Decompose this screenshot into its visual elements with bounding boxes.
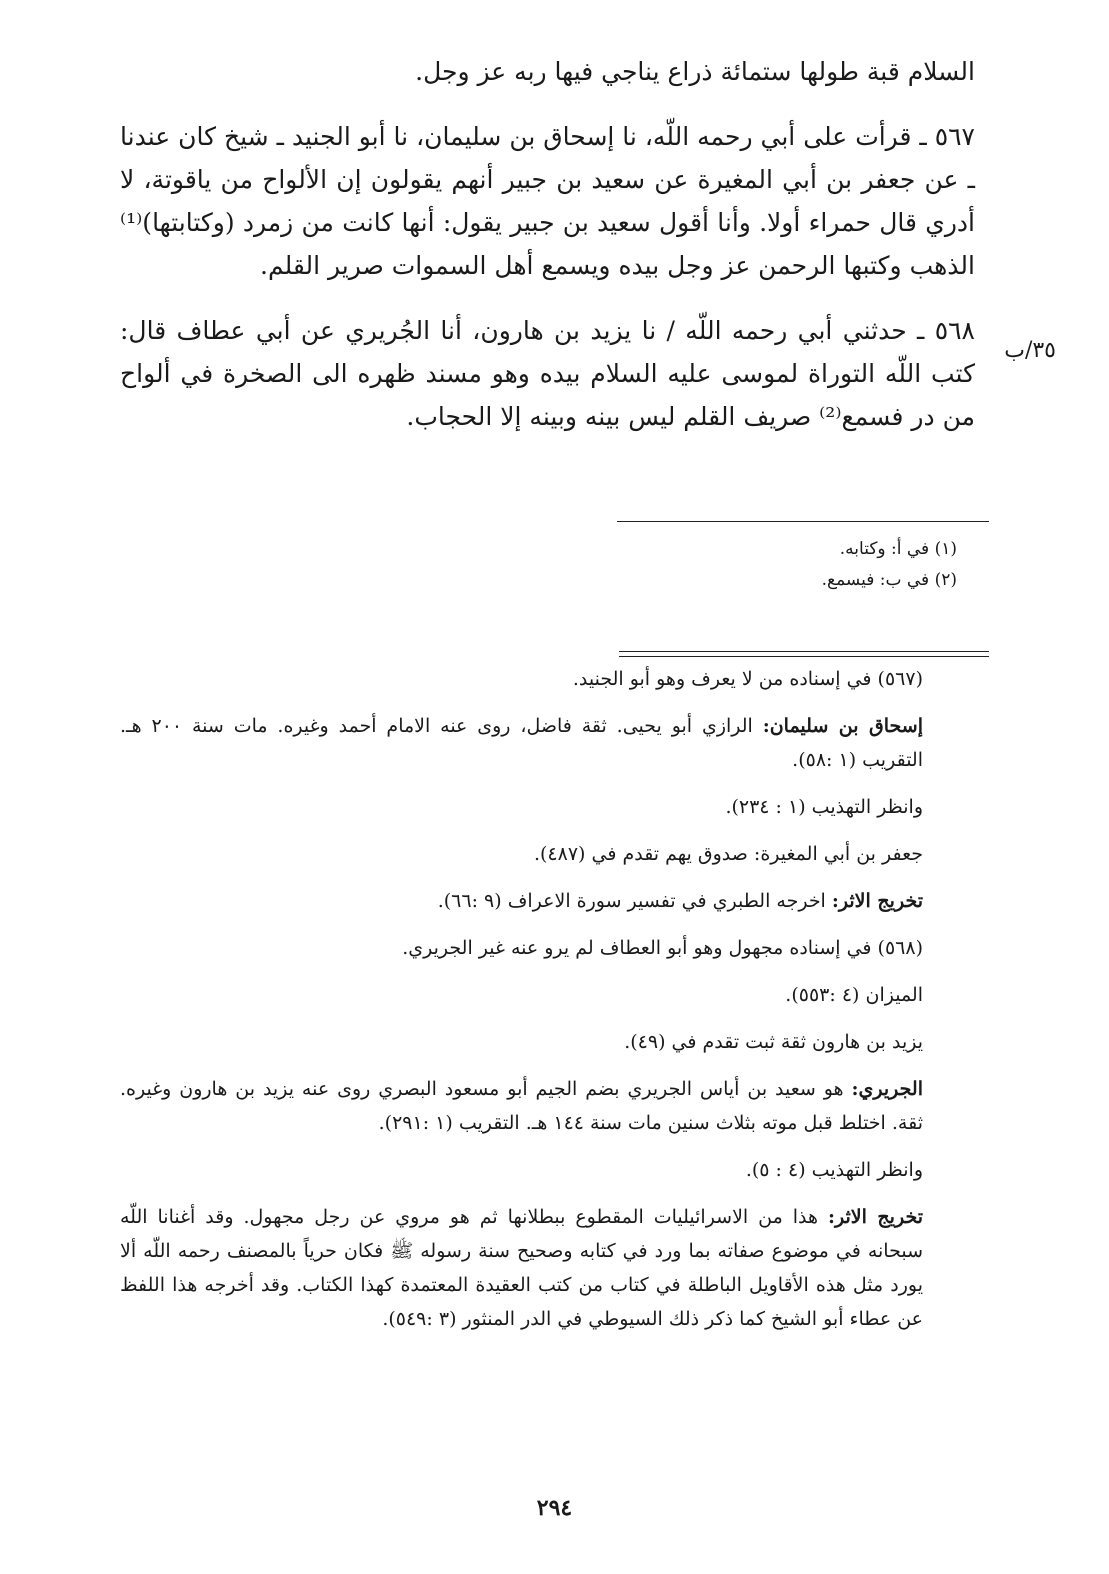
commentary-tahdhib-1: وانظر التهذيب (١ : ٢٣٤). (725, 796, 923, 818)
commentary-note-568: (٥٦٨) في إسناده مجهول وهو أبو العطاف لم يرو عنه غير الجريري. (402, 937, 923, 959)
footnotes (120, 534, 975, 596)
main-paragraph-568: ٥٦٨ ـ حدثني أبي رحمه اللّه / نا يزيد بن هارون، أنا الجُريري عن أبي عطاف قال: كتب اللّه التوراة لموسى عليه السلام بيده وهو مسند ظهره الى الصخرة في ألواح من در فسمع⁽²⁾ صريف القلم ليس بينه وبينه إلا الحجاب. (120, 316, 975, 431)
folio-margin-note: ٣٥/ب (1004, 338, 1056, 363)
commentary-ishaq-label: إسحاق بن سليمان: (762, 715, 923, 737)
commentary-note-567: (٥٦٧) في إسناده من لا يعرف وهو أبو الجنيد. (572, 668, 923, 690)
commentary-takhrij-1-label: تخريج الاثر: (831, 890, 923, 912)
commentary-jurayri (120, 1072, 975, 1140)
commentary-tahdhib-2: وانظر التهذيب (٤ : ٥). (745, 1159, 923, 1181)
main-paragraph-1: السلام قبة طولها ستمائة ذراع يناجي فيها ربه عز وجل. (415, 57, 975, 86)
main-text (120, 50, 975, 438)
main-paragraph-567: ٥٦٧ ـ قرأت على أبي رحمه اللّه، نا إسحاق بن سليمان، نا أبو الجنيد ـ شيخ كان عندنا ـ عن جعفر بن أبي المغيرة عن سعيد بن جبير أنهم يقولون إن الألواح من ياقوتة، لا أدري قال حمراء أولا. وأنا أقول سعيد بن جبير يقول: أنها كانت من زمرد (وكتابتها)⁽¹⁾ الذهب وكتبها الرحمن عز وجل بيده ويسمع أهل السموات صرير القلم. (120, 122, 975, 280)
commentary-mizan: الميزان (٤ :٥٥٣). (785, 984, 923, 1006)
page-number: ٢٩٤ (536, 1495, 573, 1521)
commentary-takhrij-2-text: هذا من الاسرائيليات المقطوع ببطلانها ثم هو مروي عن رجل مجهول. وقد أغنانا اللّه سبحانه في موضوع صفاته بما ورد في كتابه وصحيح سنة رسوله ﷺ فكان حرياً بالمصنف رحمه اللّه ألا يورد مثل هذه الأقاويل الباطلة في كتاب من كتب العقيدة المعتمدة كهذا الكتاب. وقد أخرجه هذا اللفظ عن عطاء أبو الشيخ كما ذكر ذلك السيوطي في الدر المنثور (٣ :٥٤٩). (120, 1206, 923, 1330)
footnote-2: (٢) في ب: فيسمع. (821, 570, 957, 590)
commentary-jurayri-label: الجريري: (851, 1078, 923, 1100)
commentary-jurayri-text: هو سعيد بن أياس الجريري بضم الجيم أبو مسعود البصري روى عنه يزيد بن هارون وغيره. ثقة. اختلط قبل موته بثلاث سنين مات سنة ١٤٤ هـ. التقريب (١ :٢٩١). (120, 1078, 923, 1134)
commentary-takhrij-2 (120, 1200, 975, 1336)
commentary-takhrij-1-text: اخرجه الطبري في تفسير سورة الاعراف (٩ :٦٦). (437, 890, 832, 912)
commentary-jafar: جعفر بن أبي المغيرة: صدوق يهم تقدم في (٤٨٧). (533, 843, 923, 865)
commentary-yazid: يزيد بن هارون ثقة ثبت تقدم في (٤٩). (624, 1031, 923, 1053)
footnote-divider (617, 521, 989, 522)
commentary-ishaq (120, 709, 975, 777)
footnote-1: (١) في أ: وكتابه. (839, 539, 957, 559)
commentary-takhrij-2-label: تخريج الاثر: (827, 1206, 924, 1228)
commentary-takhrij-1 (120, 884, 975, 918)
commentary (120, 662, 975, 1336)
commentary-ishaq-text: الرازي أبو يحيى. ثقة فاضل، روى عنه الامام أحمد وغيره. مات سنة ٢٠٠ هـ. التقريب (١ :٥٨). (120, 715, 923, 771)
commentary-divider (619, 651, 989, 657)
